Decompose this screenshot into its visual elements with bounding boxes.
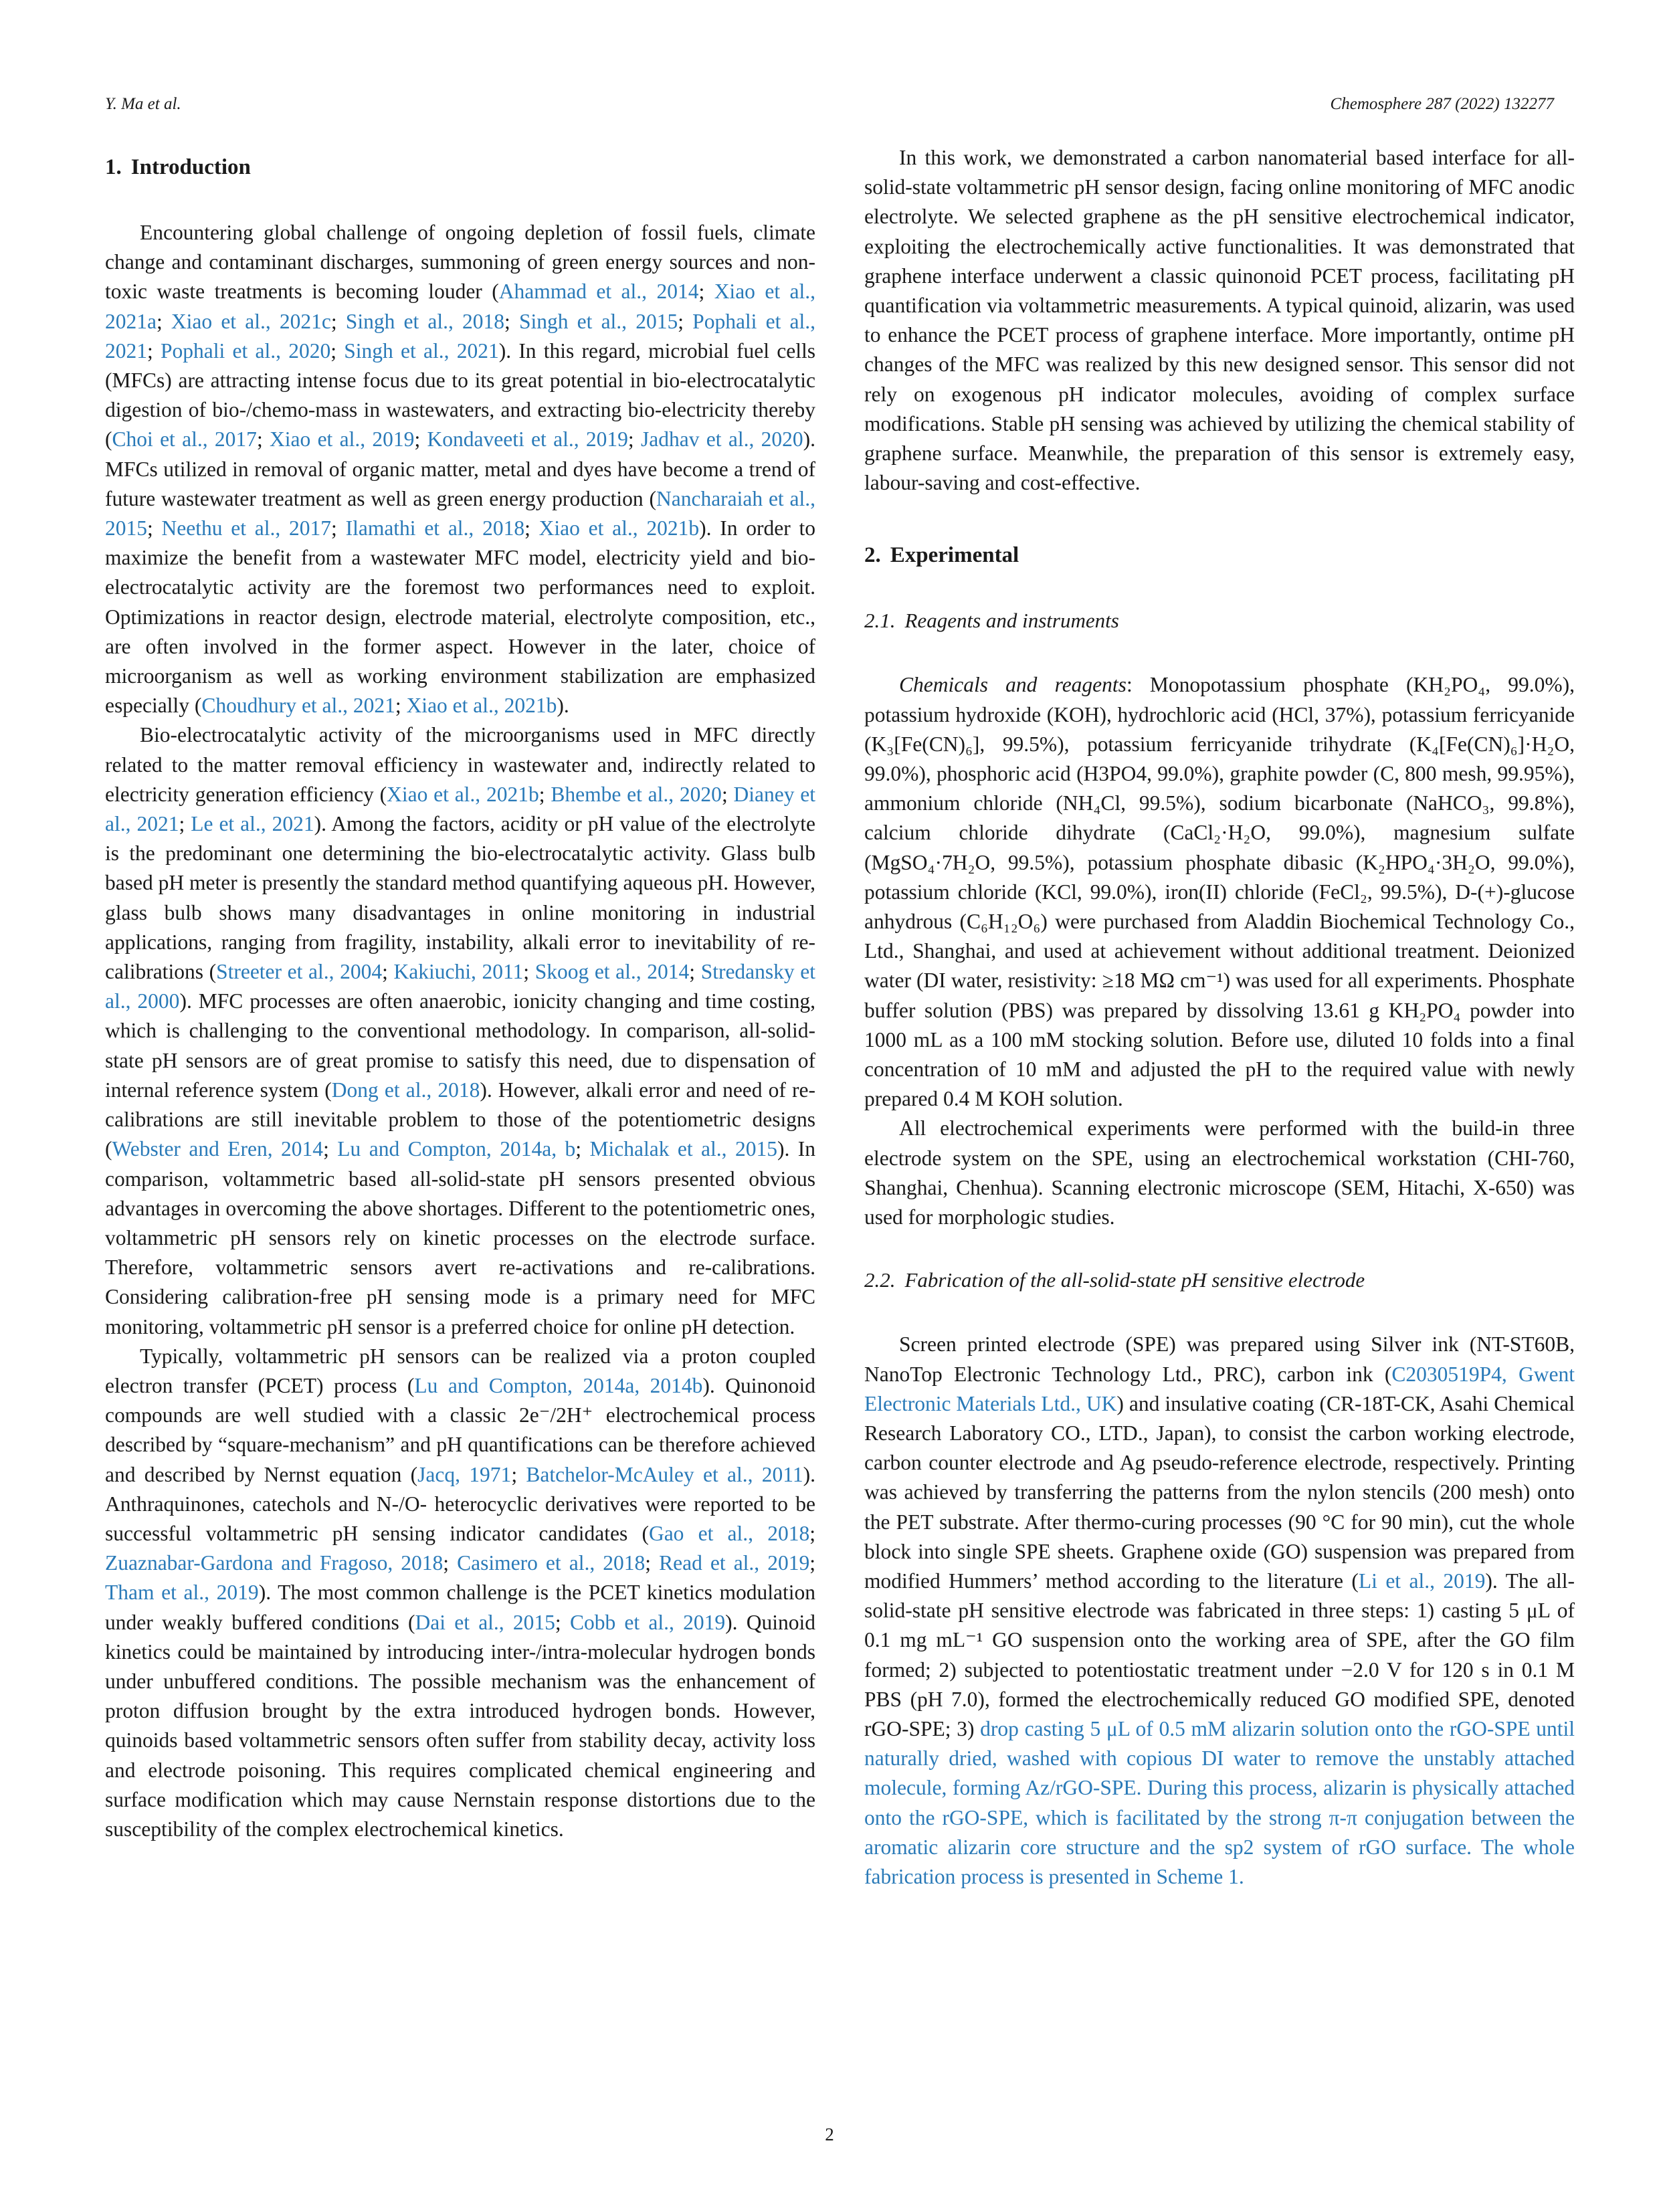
citation-link[interactable]: Nancharaiah et al., 2015 bbox=[105, 486, 815, 540]
subsection-number: 2.1. bbox=[864, 609, 896, 633]
citation-link[interactable]: Le et al., 2021 bbox=[191, 812, 314, 836]
citation-link[interactable]: Singh et al., 2021 bbox=[344, 338, 499, 363]
citation-link[interactable]: Streeter et al., 2004 bbox=[216, 960, 383, 984]
citation-link[interactable]: Jadhav et al., 2020 bbox=[641, 427, 803, 451]
citation-link[interactable]: C2030519P4, Gwent Electronic Materials Ltd., UK bbox=[864, 1362, 1575, 1415]
run-in-heading: Chemicals and reagents bbox=[899, 673, 1127, 697]
citation-link[interactable]: Cobb et al., 2019 bbox=[569, 1610, 726, 1634]
citation-link[interactable]: Michalak et al., 2015 bbox=[589, 1137, 777, 1161]
citation-link[interactable]: Kondaveeti et al., 2019 bbox=[427, 427, 628, 451]
citation-link[interactable]: Choudhury et al., 2021 bbox=[201, 694, 395, 718]
citation-link[interactable]: Xiao et al., 2021b bbox=[406, 694, 557, 718]
section-number: 2. bbox=[864, 543, 881, 568]
paragraph-intro-1: Encountering global challenge of ongoing depletion of fossil fuels, climate change and contaminant discharges, summoning of green energy sources and non-toxic waste treatments is becoming louder (Ahammad et al., 2014; Xiao et al., 2021a; Xiao et al., 2021c; Singh et al., 2018; Singh et al., 2015; Pophali et al., 2021; Pophali et al., 2020; Singh et al., 2021). In this regard, microbial fuel cells (MFCs) are attracting intense focus due to its great potential in bio-electrocatalytic digestion of bio-/chemo-mass in wastewaters, and extracting bio-electricity thereby (Choi et al., 2017; Xiao et al., 2019; Kondaveeti et al., 2019; Jadhav et al., 2020). MFCs utilized in removal of organic matter, metal and dyes have become a trend of future wastewater treatment as well as green energy production (Nancharaiah et al., 2015; Neethu et al., 2017; Ilamathi et al., 2018; Xiao et al., 2021b). In order to maximize the benefit from a wastewater MFC model, electricity yield and bio-electrocatalytic activity are the foremost two performances need to exploit. Optimizations in reactor design, electrode material, electrolyte composition, etc., are often involved in the former aspect. However in the later, choice of microorganism as well as working environment stabilization are emphasized especially (Choudhury et al., 2021; Xiao et al., 2021b). bbox=[105, 221, 816, 718]
citation-link[interactable]: Casimero et al., 2018 bbox=[457, 1551, 646, 1575]
page-number: 2 bbox=[825, 2124, 834, 2144]
citation-link[interactable]: Bhembe et al., 2020 bbox=[551, 782, 722, 806]
citation-link[interactable]: Pophali et al., 2020 bbox=[161, 338, 331, 363]
citation-link[interactable]: Dong et al., 2018 bbox=[331, 1078, 480, 1102]
subsection-title: Reagents and instruments bbox=[904, 609, 1119, 633]
citation-link[interactable]: Xiao et al., 2021b bbox=[387, 782, 539, 806]
citation-link[interactable]: Ahammad et al., 2014 bbox=[498, 280, 699, 304]
section-number: 1. bbox=[105, 155, 122, 179]
paragraph-intro-4: In this work, we demonstrated a carbon nanomaterial based interface for all-solid-state voltammetric pH sensor design, facing online monitoring of MFC anodic electrolyte. We selected graphene as the pH sensitive electrochemical indicator, exploiting the electrochemically active functionalities. It was demonstrated that graphene interface underwent a classic quinonoid PCET process, facilitating pH quantification via voltammetric measurements. A typical quinoid, alizarin, was used to enhance the PCET process of graphene interface. More importantly, ontime pH changes of the MFC was realized by this new designed sensor. This sensor did not rely on exogenous pH indicator molecules, avoiding of complex surface modifications. Stable pH sensing was achieved by utilizing the chemical stability of graphene surface. Meanwhile, the preparation of this sensor is extremely easy, labour-saving and cost-effective. bbox=[864, 146, 1575, 495]
subsection-title: Fabrication of the all-solid-state pH sensitive electrode bbox=[904, 1268, 1365, 1292]
section-heading-experimental bbox=[864, 540, 1575, 570]
citation-link[interactable]: Batchelor-McAuley et al., 2011 bbox=[526, 1462, 803, 1486]
citation-link[interactable]: Pophali et al., 2021 bbox=[105, 309, 815, 363]
citation-link[interactable]: Xiao et al., 2021c bbox=[171, 309, 331, 333]
paragraph-reagents-text: : Monopotassium phosphate (KH₂PO₄, 99.0%), potassium hydroxide (KOH), hydrochloric acid (HCl, 37%), potassium ferricyanide (K₃[Fe(CN)₆], 99.5%), potassium ferricyanide trihydrate (K₄[Fe(CN)₆]·H₂O, 99.0%), phosphoric acid (H3PO4, 99.0%), graphite powder (C, 800 mesh, 99.95%), ammonium chloride (NH₄Cl, 99.5%), sodium bicarbonate (NaHCO₃, 99.8%), calcium chloride dihydrate (CaCl₂·H₂O, 99.0%), magnesium sulfate (MgSO₄·7H₂O, 99.5%), potassium phosphate dibasic (K₂HPO₄·3H₂O, 99.0%), potassium chloride (KCl, 99.0%), iron(II) chloride (FeCl₂, 99.5%), D-(+)-glucose anhydrous (C₆H₁₂O₆) were purchased from Aladdin Biochemical Technology Co., Ltd., Shanghai, and used at achievement without additional treatment. Deionized water (DI water, resistivity: ≥18 MΩ cm⁻¹) was used for all experiments. Phosphate buffer solution (PBS) was prepared by dissolving 13.61 g KH₂PO₄ powder into 1000 mL as a 100 mM stocking solution. Before use, diluted 10 folds into a final concentration of 10 mM and adjusted the pH to the required value with newly prepared 0.4 M KOH solution. bbox=[864, 673, 1575, 1111]
right-column bbox=[864, 143, 1575, 1892]
citation-link[interactable]: Choi et al., 2017 bbox=[112, 427, 257, 451]
citation-link[interactable]: Skoog et al., 2014 bbox=[534, 960, 690, 984]
citation-link[interactable]: Jacq, 1971 bbox=[417, 1462, 512, 1486]
citation-link[interactable]: Xiao et al., 2019 bbox=[270, 427, 415, 451]
paragraph-reagents bbox=[864, 670, 1575, 1114]
citation-link[interactable]: Ilamathi et al., 2018 bbox=[345, 516, 525, 540]
section-title: Experimental bbox=[890, 543, 1019, 568]
paragraph-fabrication: Screen printed electrode (SPE) was prepared using Silver ink (NT-ST60B, NanoTop Electronic Technology Ltd., PRC), carbon ink (C2030519P4, Gwent Electronic Materials Ltd., UK) and insulative coating (CR-18T-CK, Asahi Chemical Research Laboratory CO., LTD., Japan), to consist the carbon working electrode, carbon counter electrode and Ag pseudo-reference electrode, respectively. Printing was achieved by transferring the patterns from the nylon stencils (200 mesh) onto the PET substrate. After thermo-curing processes (90 °C for 90 min), cut the whole block into single SPE sheets. Graphene oxide (GO) suspension was prepared from modified Hummers’ method according to the literature (Li et al., 2019). The all-solid-state pH sensitive electrode was fabricated in three steps: 1) casting 5 μL of 0.1 mg mL⁻¹ GO suspension onto the working area of SPE, after the GO film formed; 2) subjected to potentiostatic treatment under −2.0 V for 120 s in 0.1 M PBS (pH 7.0), formed the electrochemically reduced GO modified SPE, denoted rGO-SPE; 3) drop casting 5 μL of 0.5 mM alizarin solution onto the rGO-SPE until naturally dried, washed with copious DI water to remove the unstably attached molecule, forming Az/rGO-SPE. During this process, alizarin is physically attached onto the rGO-SPE, which is facilitated by the strong π-π conjugation between the aromatic alizarin core structure and the sp2 system of rGO surface. The whole fabrication process is presented in Scheme 1. bbox=[864, 1332, 1575, 1888]
running-header-journal: Chemosphere 287 (2022) 132277 bbox=[1330, 95, 1554, 113]
running-header-authors: Y. Ma et al. bbox=[105, 95, 181, 113]
citation-link[interactable]: Neethu et al., 2017 bbox=[161, 516, 332, 540]
citation-link[interactable]: Read et al., 2019 bbox=[659, 1551, 810, 1575]
citation-link[interactable]: Zuaznabar-Gardona and Fragoso, 2018 bbox=[105, 1551, 444, 1575]
citation-link[interactable]: Dai et al., 2015 bbox=[415, 1610, 555, 1634]
paragraph-intro-3: Typically, voltammetric pH sensors can be realized via a proton coupled electron transfer (PCET) process (Lu and Compton, 2014a, 2014b). Quinonoid compounds are well studied with a classic 2e⁻/2H⁺ electrochemical process described by “square-mechanism” and pH quantifications can be therefore achieved and described by Nernst equation (Jacq, 1971; Batchelor-McAuley et al., 2011). Anthraquinones, catechols and N-/O- heterocyclic derivatives were reported to be successful voltammetric pH sensing indicator candidates (Gao et al., 2018; Zuaznabar-Gardona and Fragoso, 2018; Casimero et al., 2018; Read et al., 2019; Tham et al., 2019). The most common challenge is the PCET kinetics modulation under weakly buffered conditions (Dai et al., 2015; Cobb et al., 2019). Quinoid kinetics could be maintained by introducing inter-/intra-molecular hydrogen bonds under unbuffered conditions. The possible mechanism was the enhancement of proton diffusion brought by the extra introduced hydrogen bonds. However, quinoids based voltammetric sensors often suffer from stability decay, activity loss and electrode poisoning. This requires complicated chemical engineering and surface modification which may cause Nernstain response distortions due to the susceptibility of the complex electrochemical kinetics. bbox=[105, 1344, 816, 1841]
citation-link[interactable]: Stredansky et al., 2000 bbox=[105, 960, 816, 1013]
section-heading-introduction bbox=[105, 153, 815, 182]
citation-link[interactable]: Webster and Eren, 2014 bbox=[112, 1137, 324, 1161]
subsection-number: 2.2. bbox=[864, 1268, 896, 1292]
citation-link[interactable]: Tham et al., 2019 bbox=[105, 1581, 259, 1605]
section-title: Introduction bbox=[130, 155, 251, 179]
citation-link[interactable]: Dianey et al., 2021 bbox=[105, 782, 816, 836]
paragraph-intro-2: Bio-electrocatalytic activity of the microorganisms used in MFC directly related to the matter removal efficiency in wastewater and, indirectly related to electricity generation efficiency (Xiao et al., 2021b; Bhembe et al., 2020; Dianey et al., 2021; Le et al., 2021). Among the factors, acidity or pH value of the electrolyte is the predominant one determining the bio-electrocatalytic activity. Glass bulb based pH meter is presently the standard method quantifying aqueous pH. However, glass bulb shows many disadvantages in online monitoring in industrial applications, ranging from fragility, instability, alkali error to inevitability of re-calibrations (Streeter et al., 2004; Kakiuchi, 2011; Skoog et al., 2014; Stredansky et al., 2000). MFC processes are often anaerobic, ionicity changing and time costing, which is challenging to the conventional methodology. In comparison, all-solid-state pH sensors are of great promise to satisfy this need, due to dispensation of internal reference system (Dong et al., 2018). However, alkali error and need of re-calibrations are still inevitable problem to those of the potentiometric designs (Webster and Eren, 2014; Lu and Compton, 2014a, b; Michalak et al., 2015). In comparison, voltammetric based all-solid-state pH sensors presented obvious advantages in overcoming the above shortages. Different to the potentiometric ones, voltammetric pH sensors rely on kinetic processes on the electrode surface. Therefore, voltammetric sensors avert re-activations and re-calibrations. Considering calibration-free pH sensing mode is a primary need for MFC monitoring, voltammetric pH sensor is a preferred choice for online pH detection. bbox=[105, 723, 816, 1338]
left-column bbox=[105, 143, 815, 1844]
paragraph-instruments: All electrochemical experiments were performed with the build-in three electrode system on the SPE, using an electrochemical workstation (CHI-760, Shanghai, Chenhua). Scanning electronic microscope (SEM, Hitachi, X-650) was used for morphologic studies. bbox=[864, 1116, 1575, 1229]
citation-link[interactable]: Singh et al., 2018 bbox=[345, 309, 505, 333]
citation-link[interactable]: Lu and Compton, 2014a, b bbox=[337, 1137, 576, 1161]
subsection-heading-reagents bbox=[864, 606, 1575, 635]
citation-link[interactable]: Singh et al., 2015 bbox=[518, 309, 678, 333]
citation-link[interactable]: drop casting 5 μL of 0.5 mM alizarin solution onto the rGO-SPE until naturally dried, washed with copious DI water to remove the unstably attached molecule, forming Az/rGO-SPE. During this process, alizarin is physically attached onto the rGO-SPE, which is facilitated by the strong π-π conjugation between the aromatic alizarin core structure and the sp2 system of rGO surface. The whole fabrication process is presented in Scheme 1. bbox=[864, 1716, 1575, 1888]
citation-link[interactable]: Gao et al., 2018 bbox=[648, 1521, 810, 1545]
citation-link[interactable]: Li et al., 2019 bbox=[1358, 1569, 1486, 1593]
subsection-heading-fabrication bbox=[864, 1266, 1575, 1295]
citation-link[interactable]: Lu and Compton, 2014a, 2014b bbox=[414, 1373, 703, 1397]
citation-link[interactable]: Kakiuchi, 2011 bbox=[393, 960, 524, 984]
citation-link[interactable]: Xiao et al., 2021a bbox=[105, 280, 816, 333]
citation-link[interactable]: Xiao et al., 2021b bbox=[539, 516, 700, 540]
